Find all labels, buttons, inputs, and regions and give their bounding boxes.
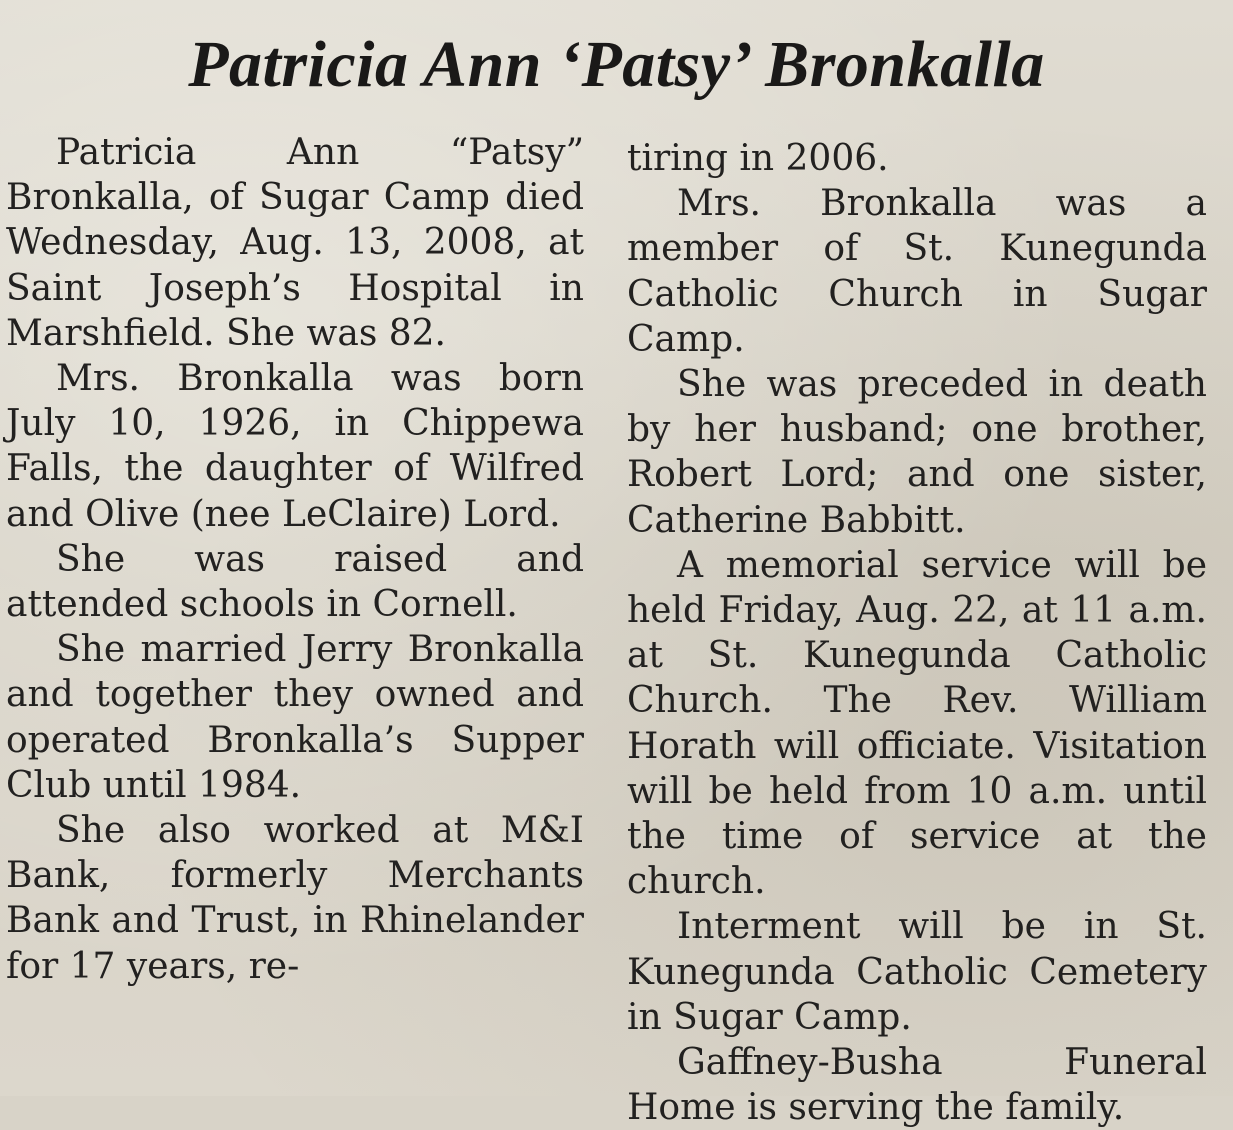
paragraph-memorial-service: A memorial service will be held Friday, Aug. 22, at 11 a.m. at St. Kunegunda Catholic Church. The Rev. William Horath will officiate. Visitation will be held from 10 a.m. until the time of service at the church. — [627, 544, 1207, 903]
paragraph-schooling: She was raised and attended schools in Cornell. — [6, 538, 584, 626]
paragraph-survivors: She was preceded in death by her husband; one brother, Robert Lord; and one sister, Catherine Babbitt. — [627, 364, 1207, 541]
paragraph-employment-continued: tiring in 2006. — [627, 138, 889, 179]
paragraph-employment: She also worked at M&I Bank, formerly Merchants Bank and Trust, in Rhinelander for 17 years, re- — [6, 810, 584, 987]
obituary-headline: Patricia Ann ‘Patsy’ Bronkalla — [188, 28, 1045, 101]
paragraph-funeral-home: Gaffney-Busha Funeral Home is serving the family. — [627, 1042, 1207, 1129]
paragraph-church-membership: Mrs. Bronkalla was a member of St. Kunegunda Catholic Church in Sugar Camp. — [627, 183, 1207, 360]
right-column — [627, 136, 1207, 1130]
paragraph-interment: Interment will be in St. Kunegunda Catholic Cemetery in Sugar Camp. — [627, 906, 1207, 1038]
paragraph-death-notice: Patricia Ann “Patsy” Bronkalla, of Sugar Camp died Wednesday, Aug. 13, 2008, at Saint Joseph’s Hospital in Marshfield. She was 82. — [6, 132, 584, 354]
paragraph-birth: Mrs. Bronkalla was born July 10, 1926, in Chippewa Falls, the daughter of Wilfred and Olive (nee LeClaire) Lord. — [6, 358, 584, 535]
left-column — [6, 130, 584, 989]
paragraph-marriage: She married Jerry Bronkalla and together they owned and operated Bronkalla’s Supper Club until 1984. — [6, 629, 584, 806]
